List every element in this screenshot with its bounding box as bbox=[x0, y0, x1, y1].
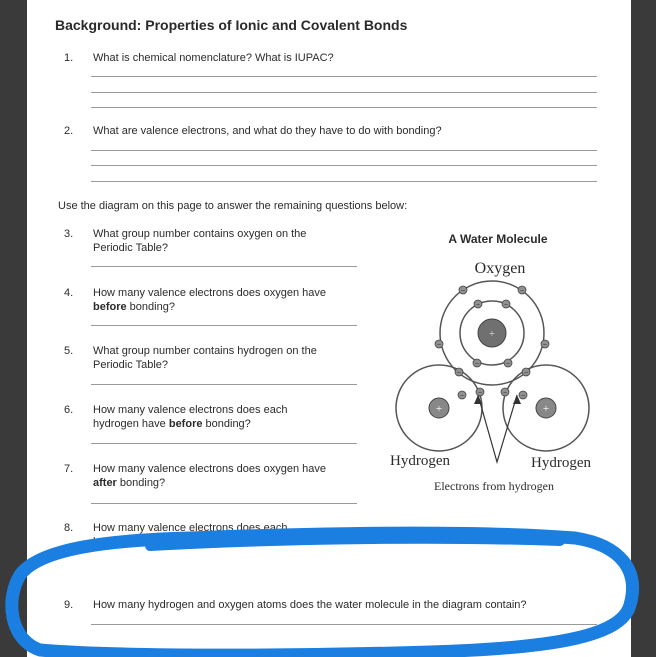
electron-charge: − bbox=[503, 300, 509, 309]
electron-charge: − bbox=[436, 340, 442, 349]
question-6-number: 6. bbox=[64, 404, 74, 416]
question-9-number: 9. bbox=[64, 599, 74, 611]
question-8-line2: hydrogen bbox=[93, 536, 139, 548]
question-7-number: 7. bbox=[64, 463, 74, 475]
question-6-line1: How many valence electrons does each bbox=[93, 404, 288, 416]
electron-charge: − bbox=[505, 359, 511, 368]
electron-charge: − bbox=[477, 388, 483, 397]
oxygen-nucleus-charge: + bbox=[489, 329, 495, 340]
question-1-text: What is chemical nomenclature? What is IUPAC? bbox=[93, 52, 334, 64]
question-6-rest: bonding? bbox=[202, 418, 251, 430]
emphasis: before bbox=[93, 301, 127, 313]
diagram-title: A Water Molecule bbox=[448, 232, 548, 246]
page-title: Background: Properties of Ionic and Covalent Bonds bbox=[55, 17, 408, 33]
electron-charge: − bbox=[474, 359, 480, 368]
electron-charge: − bbox=[519, 286, 525, 295]
question-1-number: 1. bbox=[64, 52, 74, 64]
electron-charge: − bbox=[459, 391, 465, 400]
hydrogen-left-label: Hydrogen bbox=[390, 453, 450, 469]
emphasis: after bbox=[93, 477, 117, 489]
hydrogen-right-label: Hydrogen bbox=[531, 455, 591, 471]
question-7-line1: How many valence electrons does oxygen have bbox=[93, 463, 326, 475]
question-4-rest: bonding? bbox=[126, 301, 175, 313]
electron-charge: − bbox=[502, 388, 508, 397]
hydrogen-right-charge: + bbox=[542, 403, 550, 415]
electron-charge: − bbox=[542, 340, 548, 349]
electron-charge: − bbox=[475, 300, 481, 309]
blue-highlight-marker bbox=[12, 533, 633, 655]
question-8-number: 8. bbox=[64, 522, 74, 534]
electrons-label: Electrons from hydrogen bbox=[434, 479, 554, 493]
question-5-line2: Periodic Table? bbox=[93, 359, 169, 371]
question-3-line1: What group number contains oxygen on the bbox=[93, 228, 307, 240]
question-2-number: 2. bbox=[64, 125, 74, 137]
question-3-line2: Periodic Table? bbox=[93, 242, 169, 254]
oxygen-label: Oxygen bbox=[474, 260, 526, 277]
emphasis: before bbox=[168, 418, 203, 430]
electron-charge: − bbox=[456, 368, 462, 377]
hydrogen-left-charge: + bbox=[435, 403, 443, 415]
electron-charge: − bbox=[523, 368, 529, 377]
question-7-rest: bonding? bbox=[116, 477, 166, 489]
question-4-number: 4. bbox=[64, 287, 74, 299]
question-4-line1: How many valence electrons does oxygen have bbox=[93, 287, 326, 299]
question-2-text: What are valence electrons, and what do they have to do with bonding? bbox=[93, 125, 442, 137]
electron-arrows bbox=[478, 395, 517, 462]
electron-charge: − bbox=[520, 391, 526, 400]
blue-highlight-stroke bbox=[150, 539, 560, 546]
question-6-pre: hydrogen have bbox=[93, 418, 169, 430]
question-8-line1: How many valence electrons does each bbox=[93, 522, 288, 534]
instruction-text: Use the diagram on this page to answer the remaining questions below: bbox=[58, 200, 408, 212]
electron-charge: − bbox=[460, 286, 466, 295]
question-9-text: How many hydrogen and oxygen atoms does the water molecule in the diagram contain? bbox=[93, 599, 527, 611]
question-3-number: 3. bbox=[64, 228, 74, 240]
question-5-number: 5. bbox=[64, 345, 74, 357]
question-5-line1: What group number contains hydrogen on the bbox=[93, 345, 317, 357]
